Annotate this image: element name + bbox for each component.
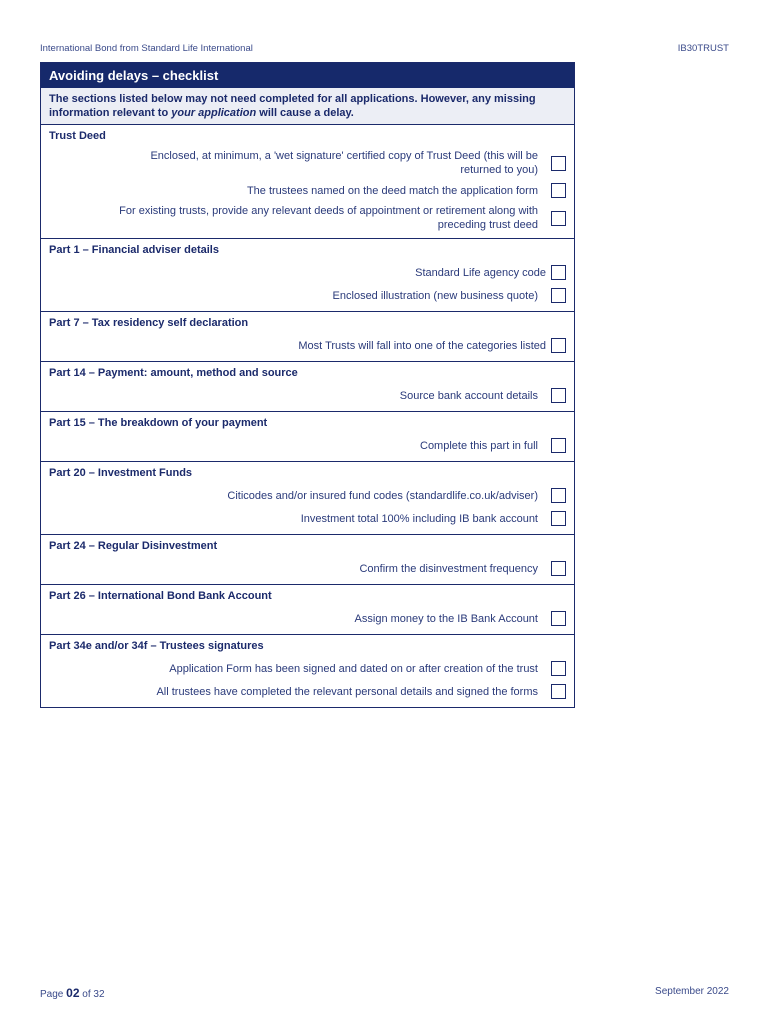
section-title: Part 26 – International Bond Bank Account [49, 590, 272, 602]
checkbox[interactable] [551, 265, 566, 280]
checklist-item-label: All trustees have completed the relevant personal details and signed the forms [156, 685, 538, 698]
section-title: Part 24 – Regular Disinvestment [49, 540, 218, 552]
checklist-item-label: Investment total 100% including IB bank account [300, 512, 538, 525]
intro-text-end: will cause a delay. [256, 107, 354, 119]
page-current: 02 [66, 986, 80, 1000]
checklist-section [41, 312, 574, 362]
checklist-section [41, 362, 574, 412]
checkbox[interactable] [551, 156, 566, 171]
section-title: Part 1 – Financial adviser details [49, 244, 219, 256]
intro-emphasis: your application [171, 107, 257, 119]
checklist-title: Avoiding delays – checklist [41, 63, 574, 88]
checkbox[interactable] [551, 661, 566, 676]
page-total: of 32 [79, 989, 105, 1000]
checklist-item [41, 680, 574, 703]
checklist-item [41, 179, 574, 202]
checkbox[interactable] [551, 561, 566, 576]
checklist-item-label: Assign money to the IB Bank Account [354, 612, 538, 625]
checklist-section [41, 535, 574, 585]
section-title: Trust Deed [49, 130, 106, 142]
checklist-item [41, 284, 574, 307]
checkbox[interactable] [551, 388, 566, 403]
section-title: Part 20 – Investment Funds [49, 467, 193, 479]
checklist-item-label: Citicodes and/or insured fund codes (standardlife.co.uk/adviser) [227, 489, 538, 502]
checklist-item-label: Enclosed, at minimum, a 'wet signature' certified copy of Trust Deed (this will be returned to you) [150, 150, 538, 176]
checkbox[interactable] [551, 438, 566, 453]
checkbox[interactable] [551, 684, 566, 699]
checklist-section [41, 239, 574, 312]
checklist-item [41, 507, 574, 530]
checklist-item [41, 261, 574, 284]
checklist-section [41, 635, 574, 707]
page-number [40, 986, 105, 1000]
document-date: September 2022 [655, 986, 729, 997]
checklist-intro [41, 88, 574, 125]
document-code: IB30TRUST [677, 43, 729, 54]
checkbox[interactable] [551, 338, 566, 353]
checklist-item-label: Confirm the disinvestment frequency [359, 562, 538, 575]
checklist-panel [40, 62, 575, 708]
checklist-item-label: For existing trusts, provide any relevant deeds of appointment or retirement along with preceding trust deed [119, 205, 538, 231]
document-header-title: International Bond from Standard Life International [40, 43, 253, 54]
checklist-item [41, 202, 574, 234]
checklist-sections [41, 125, 574, 707]
intro-text: The sections listed below may not need completed for all applications. However, any missing information relevant to [49, 93, 536, 119]
checklist-item-label: Enclosed illustration (new business quote) [332, 289, 538, 302]
checklist-item-label: Application Form has been signed and dated on or after creation of the trust [169, 662, 538, 675]
section-title: Part 34e and/or 34f – Trustees signatures [49, 640, 264, 652]
checkbox[interactable] [551, 511, 566, 526]
checklist-item [41, 334, 574, 357]
checklist-section [41, 462, 574, 535]
checklist-section [41, 412, 574, 462]
checklist-item [41, 657, 574, 680]
checkbox[interactable] [551, 288, 566, 303]
checkbox[interactable] [551, 488, 566, 503]
checklist-item [41, 147, 574, 179]
checklist-item [41, 557, 574, 580]
checklist-item [41, 607, 574, 630]
section-title: Part 7 – Tax residency self declaration [49, 317, 249, 329]
checkbox[interactable] [551, 183, 566, 198]
section-title: Part 15 – The breakdown of your payment [49, 417, 268, 429]
checklist-section [41, 125, 574, 239]
checkbox[interactable] [551, 611, 566, 626]
checklist-item [41, 434, 574, 457]
checklist-item-label: Most Trusts will fall into one of the categories listed [298, 339, 546, 352]
checklist-item-label: Standard Life agency code [415, 266, 546, 279]
checklist-item-label: The trustees named on the deed match the application form [246, 184, 538, 197]
checkbox[interactable] [551, 211, 566, 226]
checklist-item [41, 484, 574, 507]
checklist-section [41, 585, 574, 635]
checklist-item [41, 384, 574, 407]
page-prefix: Page [40, 989, 67, 1000]
checklist-item-label: Complete this part in full [420, 439, 538, 452]
checklist-item-label: Source bank account details [399, 389, 538, 402]
section-title: Part 14 – Payment: amount, method and source [49, 367, 298, 379]
